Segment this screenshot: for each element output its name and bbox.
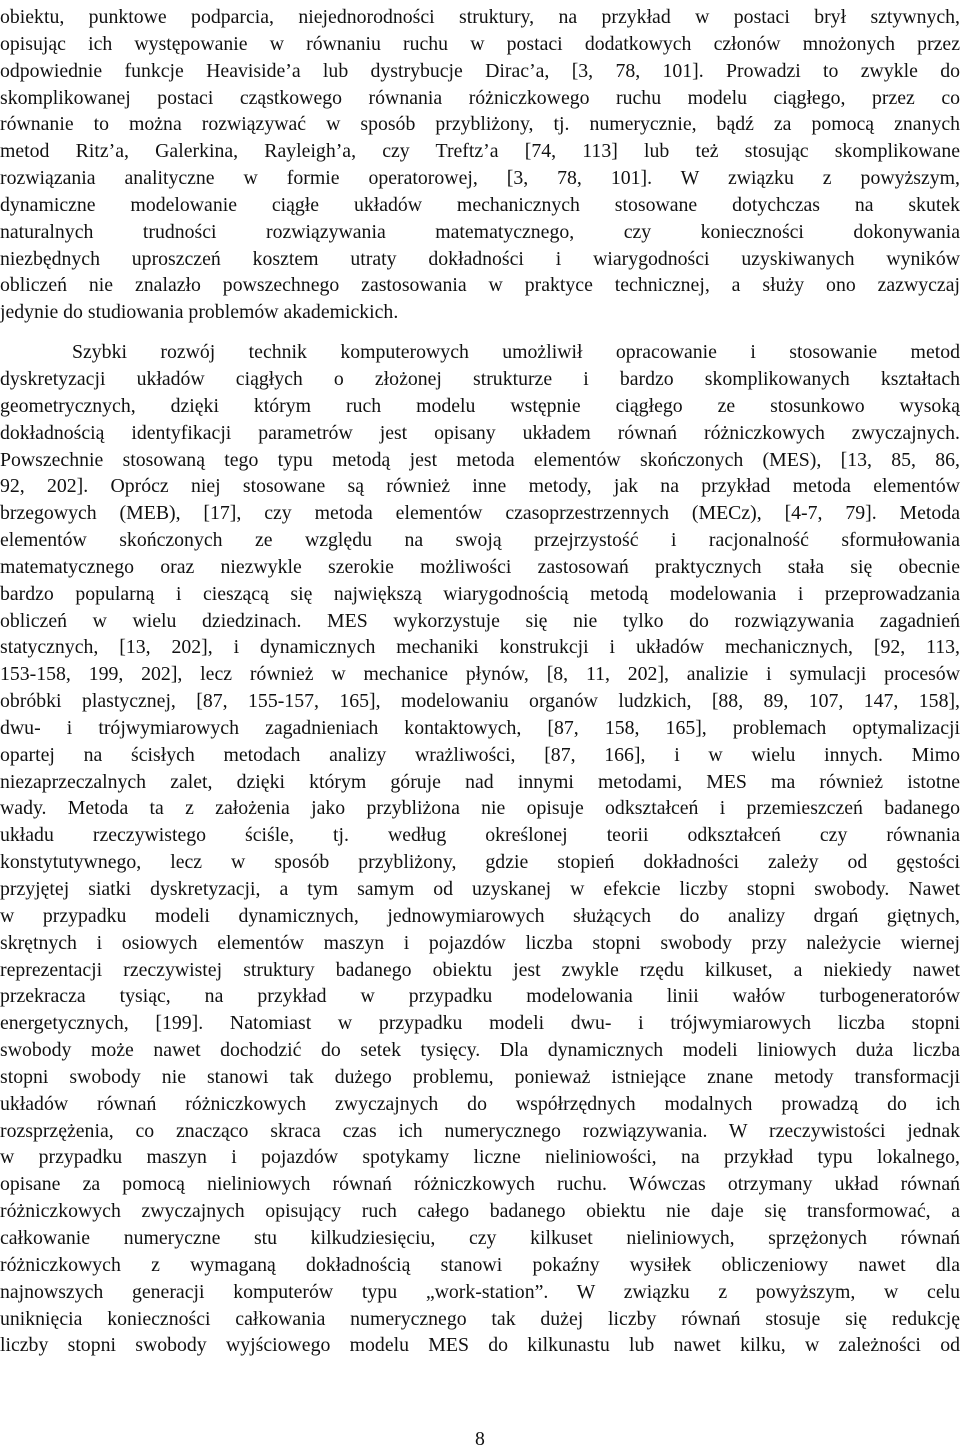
text-line: obróbki plastycznej, [87, 155-157, 165], modelowaniu organów ludzkich, [88, 89, 107, 147, 158], [0, 690, 960, 713]
text-line: niezbędnych uproszczeń kosztem utraty dokładności i wiarygodności uzyskiwanych wyników [0, 247, 960, 270]
text-line: całkowanie numeryczne stu kilkudziesięciu, czy kilkuset nieliniowych, sprzężonych równań [0, 1226, 960, 1249]
text-line: dynamiczne modelowanie ciągłe układów mechanicznych stosowane dotychczas na skutek [0, 193, 960, 216]
text-line: rozsprzężenia, co znacząco skraca czas ich numerycznego rozwiązywania. W rzeczywistości jednak [0, 1119, 960, 1142]
text-line: najnowszych generacji komputerów typu „work-station”. W związku z powyższym, w celu [0, 1280, 960, 1303]
text-line: statycznych, [13, 202], i dynamicznych mechaniki konstrukcji i układów mechanicznych, [92, 113, [0, 636, 960, 659]
text-line: geometrycznych, dzięki którym ruch modelu wstępnie ciągłego ze stosunkowo wysoką [0, 394, 960, 417]
text-line: Szybki rozwój technik komputerowych umożliwił opracowanie i stosowanie metod [72, 341, 960, 364]
text-line: 92, 202]. Oprócz niej stosowane są również inne metody, jak na przykład metoda elementów [0, 475, 960, 498]
text-line: różniczkowych z wymaganą dokładnością stanowi pokaźny wysiłek obliczeniowy nawet dla [0, 1253, 960, 1276]
text-line: uniknięcia konieczności całkowania numerycznego tak dużej liczby równań stosuje się redukcję [0, 1307, 960, 1330]
text-line: skrętnych i osiowych elementów maszyn i pojazdów liczba stopni swobody przy należycie wiernej [0, 931, 960, 954]
text-line: układu rzeczywistego ściśle, tj. według określonej teorii odkształceń czy równania [0, 824, 960, 847]
text-line: obliczeń nie znalazło powszechnego zastosowania w praktyce technicznej, a służy ono zazwyczaj [0, 274, 960, 297]
text-line: konstytutywnego, lecz w sposób przybliżony, gdzie stopień dokładności zależy od gęstości [0, 851, 960, 874]
text-line: Powszechnie stosowaną tego typu metodą jest metoda elementów skończonych (MES), [13, 85, 86, [0, 448, 960, 471]
text-line: metod Ritz’a, Galerkina, Rayleigh’a, czy Treftz’a [74, 113] lub też stosując skomplikowane [0, 140, 960, 163]
text-line: naturalnych trudności rozwiązywania matematycznego, czy konieczności dokonywania [0, 220, 960, 243]
text-line: obiektu, punktowe podparcia, niejednorodności struktury, na przykład w postaci brył sztywnych, [0, 6, 960, 28]
text-line: dokładnością identyfikacji parametrów jest opisany układem równań różniczkowych zwyczajnych. [0, 421, 960, 444]
text-line: reprezentacji rzeczywistej struktury badanego obiektu jest zwykle rzędu kilkuset, a niekiedy nawet [0, 958, 960, 981]
text-line: przyjętej siatki dyskretyzacji, a tym samym od uzyskanej w efekcie liczby stopni swobody. Nawet [0, 878, 960, 900]
text-line: w przypadku maszyn i pojazdów spotykamy liczne nieliniowości, na przykład typu lokalnego, [0, 1146, 960, 1169]
text-line: liczby stopni swobody wyjściowego modelu MES do kilkunastu lub nawet kilku, w zależności od [0, 1334, 960, 1357]
text-line: 153-158, 199, 202], lecz również w mechanice płynów, [8, 11, 202], analizie i symulacji procesów [0, 663, 960, 686]
paragraph-1 [0, 4, 960, 326]
paragraph-2 [0, 339, 960, 1359]
text-line: stopni swobody nie stanowi tak dużego problemu, ponieważ istniejące znane metody transformacji [0, 1065, 960, 1088]
text-line: opisując ich występowanie w równaniu ruchu w postaci dodatkowych członów mnożonych przez [0, 32, 960, 55]
text-line: opartej na ścisłych metodach analizy wrażliwości, [87, 166], i w wielu innych. Mimo [0, 743, 960, 766]
text-line: matematycznego oraz niezwykle szerokie możliwości zastosowań praktycznych stała się obecnie [0, 555, 960, 578]
text-line: energetycznych, [199]. Natomiast w przypadku modeli dwu- i trójwymiarowych liczba stopni [0, 1012, 960, 1035]
text-line: rozwiązania analityczne w formie operatorowej, [3, 78, 101]. W związku z powyższym, [0, 167, 960, 190]
text-line: równanie to można rozwiązywać w sposób przybliżony, tj. numerycznie, bądź za pomocą znanych [0, 113, 960, 136]
text-line: odpowiednie funkcje Heaviside’a lub dystrybucje Dirac’a, [3, 78, 101]. Prowadzi to zwykle do [0, 59, 960, 82]
text-line: w przypadku modeli dynamicznych, jednowymiarowych służących do analizy drgań giętnych, [0, 904, 960, 927]
paragraph-spacer [0, 326, 960, 339]
text-line: układów równań różniczkowych zwyczajnych do współrzędnych modalnych prowadzą do ich [0, 1092, 960, 1115]
page-number: 8 [475, 1428, 485, 1450]
text-line: wady. Metoda ta z założenia jako przybliżona nie opisuje odkształceń i przemieszczeń badanego [0, 797, 960, 820]
body-text [0, 4, 960, 1359]
text-line: jedynie do studiowania problemów akademickich. [0, 301, 399, 324]
text-line: brzegowych (MEB), [17], czy metoda elementów czasoprzestrzennych (MECz), [4-7, 79]. Metoda [0, 502, 960, 525]
text-line: różniczkowych zwyczajnych opisujący ruch całego badanego obiektu nie daje się transformować, a [0, 1200, 960, 1223]
text-line: dyskretyzacji układów ciągłych o złożonej strukturze i bardzo skomplikowanych kształtach [0, 367, 960, 390]
text-line: skomplikowanej postaci cząstkowego równania różniczkowego ruchu modelu ciągłego, przez co [0, 86, 960, 109]
text-line: obliczeń w wielu dziedzinach. MES wykorzystuje się nie tylko do rozwiązywania zagadnień [0, 609, 960, 632]
text-line: dwu- i trójwymiarowych zagadnieniach kontaktowych, [87, 158, 165], problemach optymalizacji [0, 716, 960, 739]
text-line: elementów skończonych ze względu na swoją przejrzystość i racjonalność sformułowania [0, 529, 960, 552]
text-line: bardzo popularną i cieszącą się największą wiarygodnością metodą modelowania i przeprowadzania [0, 582, 960, 605]
text-line: niezaprzeczalnych zalet, dzięki którym góruje nad innymi metodami, MES ma również istotne [0, 770, 960, 793]
text-line: opisane za pomocą nieliniowych równań różniczkowych ruchu. Wówczas otrzymany układ równań [0, 1173, 960, 1196]
text-line: przekracza tysiąc, na przykład w przypadku modelowania linii wałów turbogeneratorów [0, 985, 960, 1008]
text-line: swobody może nawet dochodzić do setek tysięcy. Dla dynamicznych modeli liniowych duża liczba [0, 1039, 960, 1062]
